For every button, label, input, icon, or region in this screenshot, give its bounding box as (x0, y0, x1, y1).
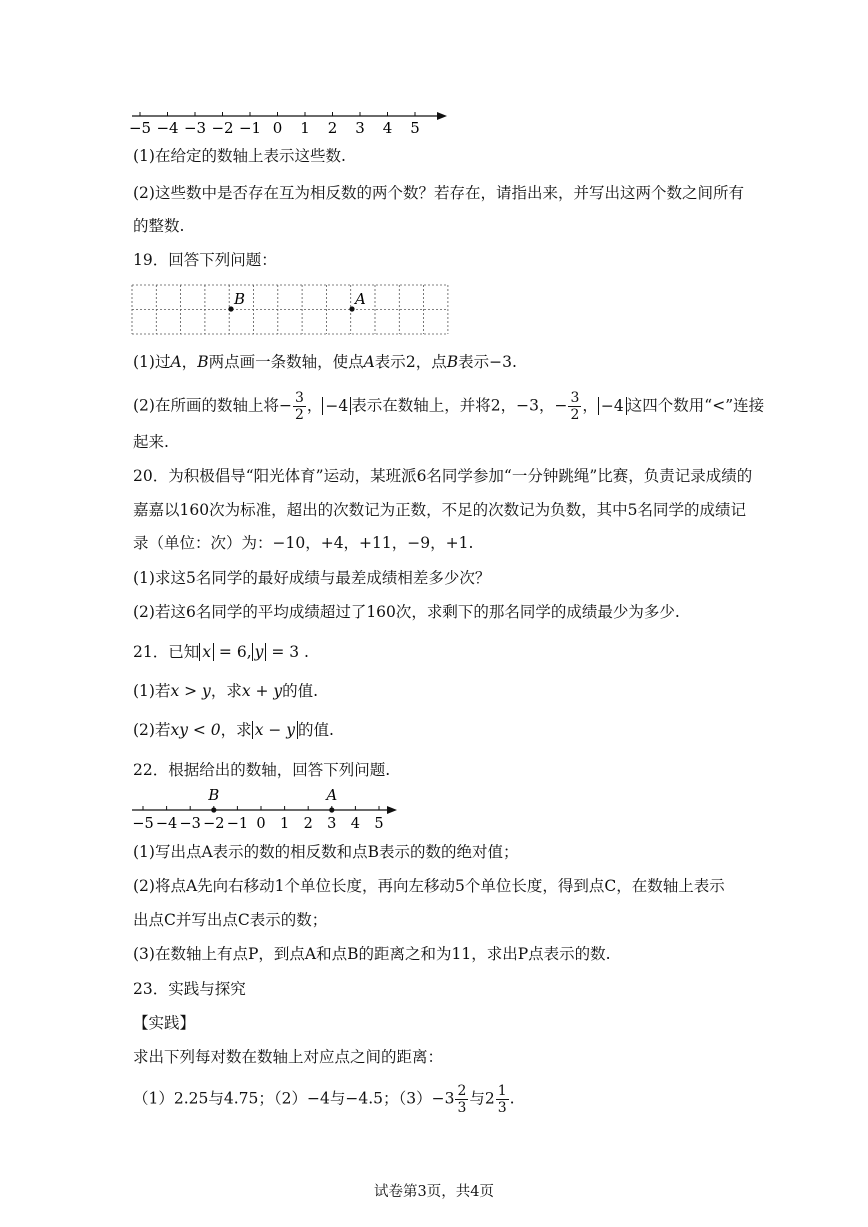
q23-items: （1）2.25与4.75；（2）−4与−4.5；（3）−3 $\frac{2}{3}$ 与2 $\frac{1}{3}$ . (133, 1083, 515, 1116)
q20-part2: (2)若这6名同学的平均成绩超过了160次，求剩下的那名同学的成绩最少为多少. (133, 603, 680, 621)
fraction-3-2-second: $\frac{3}{2}$ (570, 390, 580, 423)
axis2-tick-label: 1 (279, 816, 290, 832)
axis2-tick-label: 0 (256, 816, 266, 832)
q21-given: 21．已知 x = 6, y = 3 . (133, 643, 309, 661)
axis2-tick-label: 5 (374, 816, 384, 832)
axis1-tick-label: −1 (238, 119, 262, 137)
point-b-dot (228, 306, 233, 311)
axis2-point-label: B (208, 786, 220, 804)
axis1-tick-label: 5 (410, 119, 420, 137)
q21-part1: (1)若x > y，求x + y的值. (133, 682, 319, 700)
axis2-tick-label: −3 (179, 816, 201, 832)
q18-part1: (1)在给定的数轴上表示这些数. (133, 147, 346, 165)
axis1-tick-label: −2 (211, 119, 234, 137)
q22-part3: (3)在数轴上有点P，到点A和点B的距离之和为11，求出P点表示的数. (133, 945, 611, 963)
axis1-tick-label: 4 (382, 119, 393, 137)
point-a-dot (349, 306, 354, 311)
q21-part2: (2)若xy < 0，求 x − y 的值. (133, 721, 334, 739)
q23-title: 23．实践与探究 (133, 980, 246, 998)
q22-part1: (1)写出点A表示的数的相反数和点B表示的数的绝对值； (133, 843, 519, 861)
q19-grid (130, 283, 460, 337)
axis1-tick-label: −4 (156, 119, 179, 137)
axis1-tick-label: −5 (128, 119, 152, 137)
grid-label-b: B (234, 290, 246, 308)
axis2-tick-label: −5 (132, 816, 154, 832)
axis2-tick-label: −1 (226, 816, 249, 832)
axis2-tick-label: 4 (350, 816, 361, 832)
number-line-q22 (0, 786, 868, 836)
axis2-point-b (211, 807, 216, 812)
number-line-top (0, 100, 868, 240)
axis2-tick-label: 2 (303, 816, 313, 832)
q19-part2: (2)在所画的数轴上将− $\frac{3}{2}$ ， −4 表示在数轴上，并将2，−3，− $\frac{3}{2}$ ， −4 这四个数用“<”连接 (133, 390, 765, 423)
grid-label-a: A (355, 290, 366, 308)
axis2-point-a (329, 807, 334, 812)
q22-part2-line1: (2)将点A先向右移动1个单位长度，再向左移动5个单位长度，得到点C，在数轴上表示 (133, 877, 725, 895)
q20-line2: 嘉嘉以160次为标准，超出的次数记为正数，不足的次数记为负数，其中5名同学的成绩记 (133, 501, 746, 519)
q19-title: 19．回答下列问题： (133, 251, 277, 269)
q20-part1: (1)求这5名同学的最好成绩与最差成绩相差多少次？ (133, 569, 491, 587)
axis1-tick-label: −3 (183, 119, 207, 137)
axis1-tick-label: 1 (300, 119, 310, 137)
q20-line1: 20．为积极倡导“阳光体育”运动，某班派6名同学参加“一分钟跳绳”比赛，负责记录成绩的 (133, 467, 753, 485)
q22-title: 22．根据给出的数轴，回答下列问题. (133, 761, 391, 779)
axis1-tick-label: 3 (355, 119, 365, 137)
axis1-tick-label: 0 (272, 119, 283, 137)
axis1-tick-label: 2 (327, 119, 338, 137)
q23-section: 【实践】 (133, 1014, 196, 1032)
q19-part2-line2: 起来. (133, 433, 169, 451)
axis2-point-label: A (326, 786, 338, 804)
q23-intro: 求出下列每对数在数轴上对应点之间的距离： (133, 1048, 444, 1066)
axis2-tick-label: −2 (203, 816, 225, 832)
q20-line3: 录（单位：次）为：−10，+4，+11，−9，+1. (133, 534, 474, 552)
axis2-tick-label: −4 (155, 816, 178, 832)
axis2-tick-label: 3 (327, 816, 337, 832)
fraction-3-2: $\frac{3}{2}$ (294, 390, 304, 423)
q22-part2-line2: 出点C并写出点C表示的数； (133, 911, 328, 929)
q18-part2-line2: 的整数. (133, 217, 185, 235)
page-footer: 试卷第3页，共4页 (374, 1184, 494, 1200)
q19-part1: (1)过A，B两点画一条数轴，使点A表示2，点B表示−3. (133, 353, 517, 371)
q18-part2-line1: (2)这些数中是否存在互为相反数的两个数？若存在，请指出来，并写出这两个数之间所有 (133, 184, 744, 202)
